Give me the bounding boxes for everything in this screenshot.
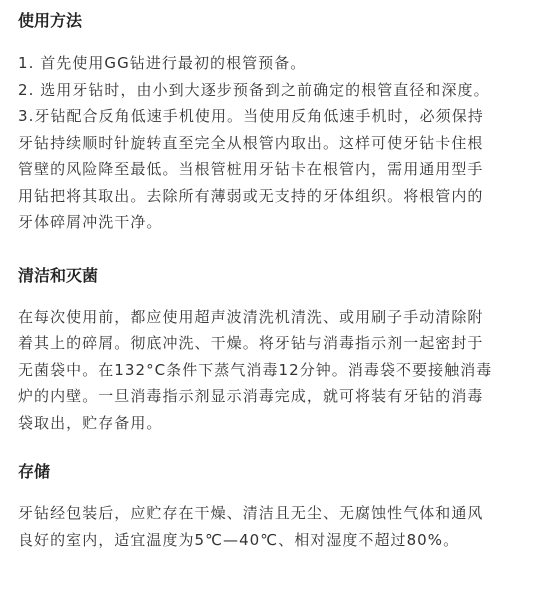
text-line: 无菌袋中。在132°C条件下蒸气消毒12分钟。消毒袋不要接触消毒 <box>18 360 493 379</box>
text-line: 着其上的碎屑。彻底冲洗、干燥。将牙钻与消毒指示剂一起密封于 <box>18 334 484 352</box>
text-line: 用钻把将其取出。去除所有薄弱或无支持的牙体组织。将根管内的 <box>18 186 484 205</box>
text-line: 管壁的风险降至最低。当根管桩用牙钻卡在根管内，需用通用型手 <box>18 160 484 178</box>
section-body-usage <box>18 50 540 236</box>
section-title-storage: 存储 <box>18 462 51 481</box>
text-line: 良好的室内，适宜温度为5℃—40℃、相对湿度不超过80%。 <box>18 530 460 549</box>
section-storage <box>18 460 540 553</box>
text-line: 1. 首先使用GG钻进行最初的根管预备。 <box>18 54 307 72</box>
section-body-storage <box>18 500 540 553</box>
section-title-usage: 使用方法 <box>18 11 83 30</box>
text-line: 2. 选用牙钻时，由小到大逐步预备到之前确定的根管直径和深度。 <box>18 80 490 99</box>
text-line: 牙体碎屑冲洗干净。 <box>18 213 163 231</box>
text-line: 在每次使用前，都应使用超声波清洗机清洗、或用刷子手动清除附 <box>18 307 484 326</box>
section-cleaning-sterilization <box>18 264 540 437</box>
text-line: 炉的内壁。一旦消毒指示剂显示消毒完成，就可将装有牙钻的消毒 <box>18 387 484 405</box>
text-line: 袋取出，贮存备用。 <box>18 413 163 432</box>
text-line: 牙钻持续顺时针旋转直至完全从根管内取出。这样可使牙钻卡住根 <box>18 133 484 152</box>
section-title-cleaning: 清洁和灭菌 <box>18 265 99 285</box>
text-line: 牙钻经包装后，应贮存在干燥、清洁且无尘、无腐蚀性气体和通风 <box>18 504 484 522</box>
text-line: 3.牙钻配合反角低速手机使用。当使用反角低速手机时，必须保持 <box>18 107 484 125</box>
section-body-cleaning <box>18 304 540 437</box>
section-usage <box>18 9 540 236</box>
